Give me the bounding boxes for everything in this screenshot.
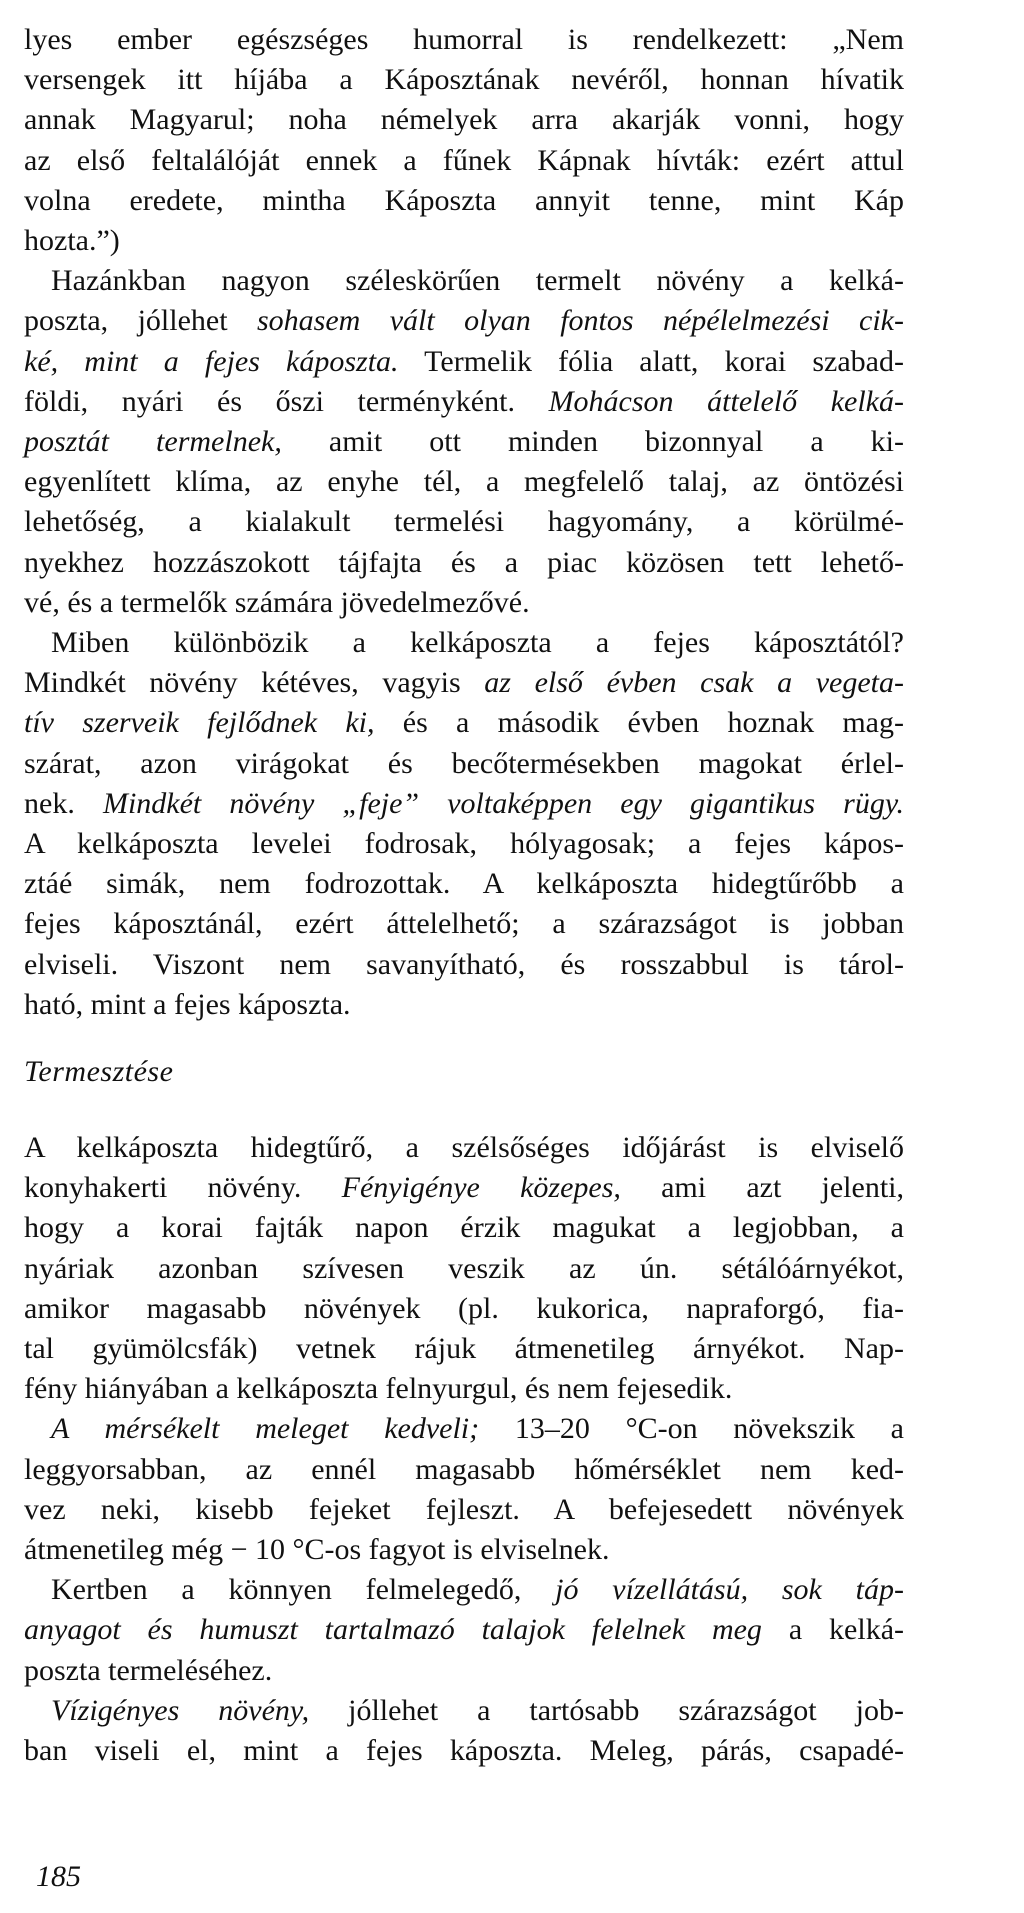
text-line: egyenlített klíma, az enyhe tél, a megfelelő talaj, az öntözési — [24, 465, 904, 499]
text-line: tal gyümölcsfák) vetnek rájuk átmenetileg árnyékot. Nap- — [24, 1332, 904, 1366]
text-block-2 — [24, 1128, 904, 1771]
text-line: vé, és a termelők számára jövedelmezővé. — [24, 585, 530, 619]
text-line: poszta, jóllehet sohasem vált olyan fontos népélelmezési cik- — [24, 304, 904, 338]
text-line: poszta termeléséhez. — [24, 1653, 273, 1687]
text-line: A kelkáposzta levelei fodrosak, hólyagosak; a fejes kápos- — [24, 827, 904, 861]
text-line: Mindkét növény kétéves, vagyis az első évben csak a vegeta- — [24, 666, 904, 700]
text-line: lyes ember egészséges humorral is rendelkezett: „Nem — [24, 23, 904, 56]
text-line: Hazánkban nagyon széleskörűen termelt növény a kelká- — [51, 264, 904, 298]
text-line: földi, nyári és őszi terményként. Mohácson áttelelő kelká- — [24, 384, 904, 418]
text-line: nek. Mindkét növény „feje” voltaképpen egy gigantikus rügy. — [24, 786, 904, 820]
text-line: annak Magyarul; noha némelyek arra akarják vonni, hogy — [24, 103, 904, 137]
text-line: volna eredete, mintha Káposzta annyit tenne, mint Káp — [24, 183, 904, 217]
text-line: lehetőség, a kialakult termelési hagyomány, a körülmé- — [24, 505, 904, 539]
text-line: ható, mint a fejes káposzta. — [24, 987, 351, 1021]
text-line: leggyorsabban, az ennél magasabb hőmérséklet nem ked- — [24, 1452, 904, 1486]
text-line: fejes káposztánál, ezért áttelelhető; a szárazságot is jobban — [24, 907, 904, 941]
text-line: elviseli. Viszont nem savanyítható, és rosszabbul is tárol- — [24, 947, 904, 981]
text-line: versengek itt híjába a Káposztának nevéről, honnan hívatik — [24, 63, 904, 97]
text-line: Miben különbözik a kelkáposzta a fejes káposztától? — [51, 626, 904, 660]
text-line: ké, mint a fejes káposzta. Termelik fólia alatt, korai szabad- — [24, 344, 904, 378]
text-block-1 — [24, 20, 904, 1025]
text-line: amikor magasabb növények (pl. kukorica, napraforgó, fia- — [24, 1291, 904, 1325]
text-line: nyáriak azonban szívesen veszik az ún. sétálóárnyékot, — [24, 1251, 904, 1285]
text-line: Vízigényes növény, jóllehet a tartósabb szárazságot job- — [51, 1693, 904, 1727]
text-line: A kelkáposzta hidegtűrő, a szélsőséges időjárást is elviselő — [24, 1131, 904, 1164]
text-line: hozta.”) — [24, 224, 120, 258]
text-line: átmenetileg még − 10 °C-os fagyot is elviselnek. — [24, 1533, 610, 1567]
text-line: A mérsékelt meleget kedveli; 13–20 °C-on növekszik a — [51, 1412, 904, 1446]
text-line: az első feltalálóját ennek a fűnek Kápnak hívták: ezért attul — [24, 143, 904, 177]
text-line: tív szerveik fejlődnek ki, és a második évben hoznak mag- — [24, 706, 904, 740]
text-line: hogy a korai fajták napon érzik magukat a legjobban, a — [24, 1211, 904, 1245]
text-line: nyekhez hozzászokott tájfajta és a piac közösen tett lehető- — [24, 545, 904, 579]
text-line: konyhakerti növény. Fényigénye közepes, ami azt jelenti, — [24, 1171, 904, 1205]
page-number: 185 — [36, 1860, 81, 1893]
text-line: fény hiányában a kelkáposzta felnyurgul, és nem fejesedik. — [24, 1372, 733, 1406]
text-line: anyagot és humuszt tartalmazó talajok felelnek meg a kelká- — [24, 1613, 904, 1647]
text-line: szárat, azon virágokat és becőtermésekben magokat érlel- — [24, 746, 904, 780]
text-line: posztát termelnek, amit ott minden bizonnyal a ki- — [24, 425, 905, 459]
section-heading: Termesztése — [24, 1055, 174, 1088]
text-line: Kertben a könnyen felmelegedő, jó vízellátású, sok táp- — [51, 1573, 904, 1607]
text-line: ztáé simák, nem fodrozottak. A kelkáposzta hidegtűrőbb a — [24, 867, 904, 901]
text-line: vez neki, kisebb fejeket fejleszt. A befejesedett növények — [24, 1492, 904, 1526]
text-line: ban viseli el, mint a fejes káposzta. Meleg, párás, csapadé- — [24, 1734, 904, 1768]
